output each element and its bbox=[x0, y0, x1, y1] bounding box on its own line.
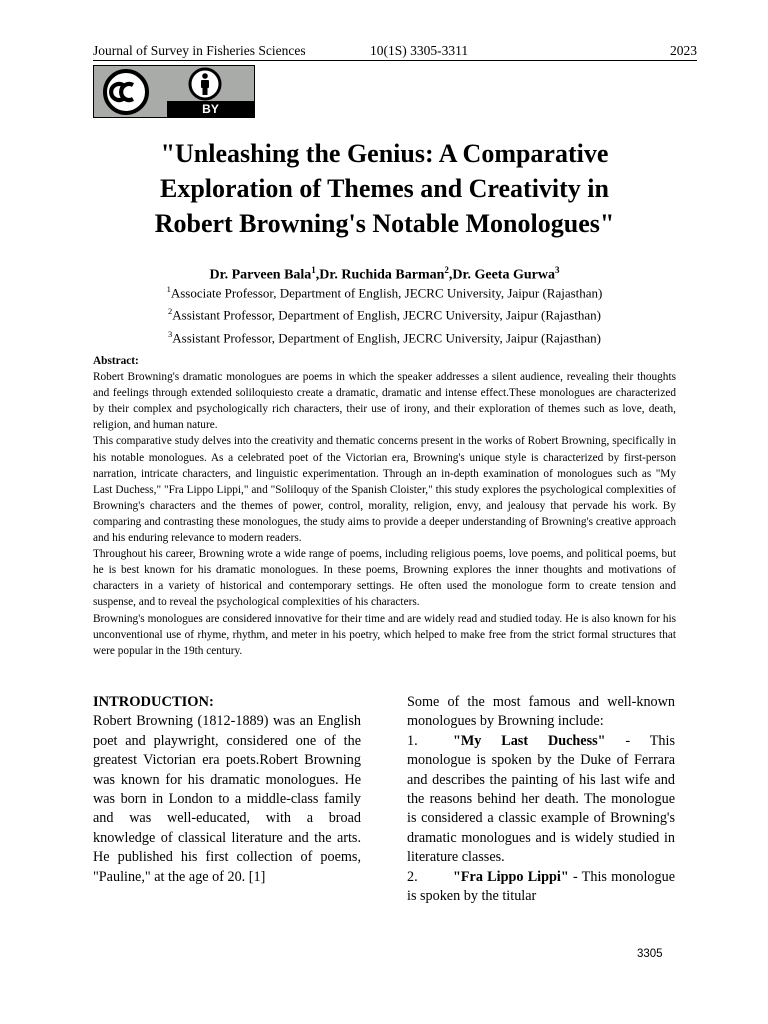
introduction-paragraph: Robert Browning (1812-1889) was an English poet and playwright, considered one of the greatest Victorian era poets.Robert Browning was known for his dramatic monologues. He was born in London to a middle-class family and was well-educated, with a broad knowledge of classical literature and the arts. He published his first collection of poems, "Pauline," at the age of 20. [1] bbox=[93, 713, 361, 885]
abstract-paragraph: This comparative study delves into the creativity and thematic concerns present in the works of Robert Browning, specifically in his notable monologues. As a celebrated poet of the Victorian era, Browning's unique style is characterized by first-person narration, intricate characters, and linguistic experimentation. Through an in-depth examination of monologues such as "My Last Duchess," "Fra Lippo Lippi," and "Soliloquy of the Spanish Cloister," this study explores the psychological complexities of Browning's characters and the themes of power, control, morality, religion, envy, and jealousy that pervade his work. By comparing and contrasting these monologues, the study aims to provide a deeper understanding of Browning's creative approach and his enduring relevance to modern readers. bbox=[93, 435, 676, 545]
page-number: 3305 bbox=[637, 948, 663, 960]
journal-name: Journal of Survey in Fisheries Sciences bbox=[93, 43, 306, 58]
monologue-list-item bbox=[407, 732, 675, 868]
abstract-section bbox=[93, 353, 676, 659]
journal-year: 2023 bbox=[670, 43, 697, 58]
left-column bbox=[93, 693, 361, 887]
cc-by-license-badge[interactable] bbox=[93, 65, 255, 118]
paper-title bbox=[93, 136, 676, 241]
affiliation bbox=[93, 280, 676, 302]
section-heading-introduction: INTRODUCTION: bbox=[93, 694, 214, 710]
list-number: 1. bbox=[407, 732, 418, 749]
running-header bbox=[93, 42, 697, 61]
cc-logo-icon bbox=[97, 69, 155, 115]
abstract-paragraph: Throughout his career, Browning wrote a wide range of poems, including religious poems, love poems, and political poems, but he is best known for his dramatic monologues. In these poems, Browning explores the inner thoughts and motivations of characters in a variety of historical and contemporary settings. He often used the monologue form to create tension and suspense, and to reveal the psychological complexities of his characters. bbox=[93, 548, 676, 609]
monologue-title: "My Last Duchess" bbox=[453, 732, 606, 749]
affiliation-text: Associate Professor, Department of English, JECRC University, Jaipur (Rajasthan) bbox=[170, 285, 603, 301]
author-mark: 1 bbox=[311, 265, 316, 275]
author-name: Dr. Ruchida Barman bbox=[319, 267, 445, 283]
affiliation-mark: 3 bbox=[168, 328, 173, 339]
right-column bbox=[407, 693, 675, 906]
abstract-paragraph: Browning's monologues are considered innovative for their time and are widely read and studied today. He is also known for his unconventional use of rhyme, rhythm, and meter in his poetry, which helped to make free from the strict formal structures that were popular in the 19th century. bbox=[93, 612, 676, 657]
monologues-intro-paragraph: Some of the most famous and well-known monologues by Browning include: bbox=[407, 694, 675, 730]
monologue-description: - This monologue is spoken by the titular bbox=[407, 868, 675, 905]
author-list: Dr. Parveen Bala$^1$,Dr. Ruchida Barman$^2$,Dr. Geeta Gurwa$^3$ bbox=[209, 265, 560, 283]
author-mark: 3 bbox=[554, 265, 560, 275]
affiliation-mark: 1 bbox=[166, 284, 171, 294]
attribution-person-icon bbox=[186, 67, 224, 101]
journal-volume: 10(1S) 3305-3311 bbox=[370, 43, 469, 58]
affiliation bbox=[93, 302, 676, 324]
monologue-title: "Fra Lippo Lippi" bbox=[453, 868, 569, 885]
license-by-label: BY bbox=[202, 102, 219, 116]
author-mark: 2 bbox=[444, 265, 449, 275]
monologue-list-item bbox=[407, 868, 675, 907]
list-number: 2. bbox=[407, 868, 418, 885]
affiliation-text: Assistant Professor, Department of English, JECRC University, Jaipur (Rajasthan) bbox=[172, 329, 601, 345]
title-line: "Unleashing the Genius: A Comparative bbox=[160, 139, 609, 168]
affiliation bbox=[93, 325, 676, 347]
affiliation-text: Assistant Professor, Department of English, JECRC University, Jaipur (Rajasthan) bbox=[172, 307, 601, 323]
abstract-paragraph: Robert Browning's dramatic monologues are poems in which the speaker addresses a silent audience, revealing their thoughts and feelings through extended soliloquiesto create a dramatic, dramatic and intense effect.These monologues are characterized by their complex and psychologically rich characters, their use of irony, and their exploration of themes such as love, death, religion, and human nature. bbox=[93, 371, 676, 432]
abstract-label: Abstract: bbox=[93, 355, 139, 367]
author-name: Dr. Parveen Bala bbox=[209, 267, 312, 283]
affiliation-mark: 2 bbox=[168, 306, 173, 317]
title-line: Exploration of Themes and Creativity in bbox=[159, 174, 609, 203]
author-name: Dr. Geeta Gurwa bbox=[452, 267, 555, 283]
title-line: Robert Browning's Notable Monologues" bbox=[154, 209, 615, 238]
affiliation-list bbox=[93, 280, 676, 347]
monologue-description: - This monologue is spoken by the Duke of Ferrara and describes the painting of his last wife and the reasons behind her death. The monologue is considered a classic example of Browning's dramatic monologues and is widely studied in literature classes. bbox=[407, 732, 675, 866]
